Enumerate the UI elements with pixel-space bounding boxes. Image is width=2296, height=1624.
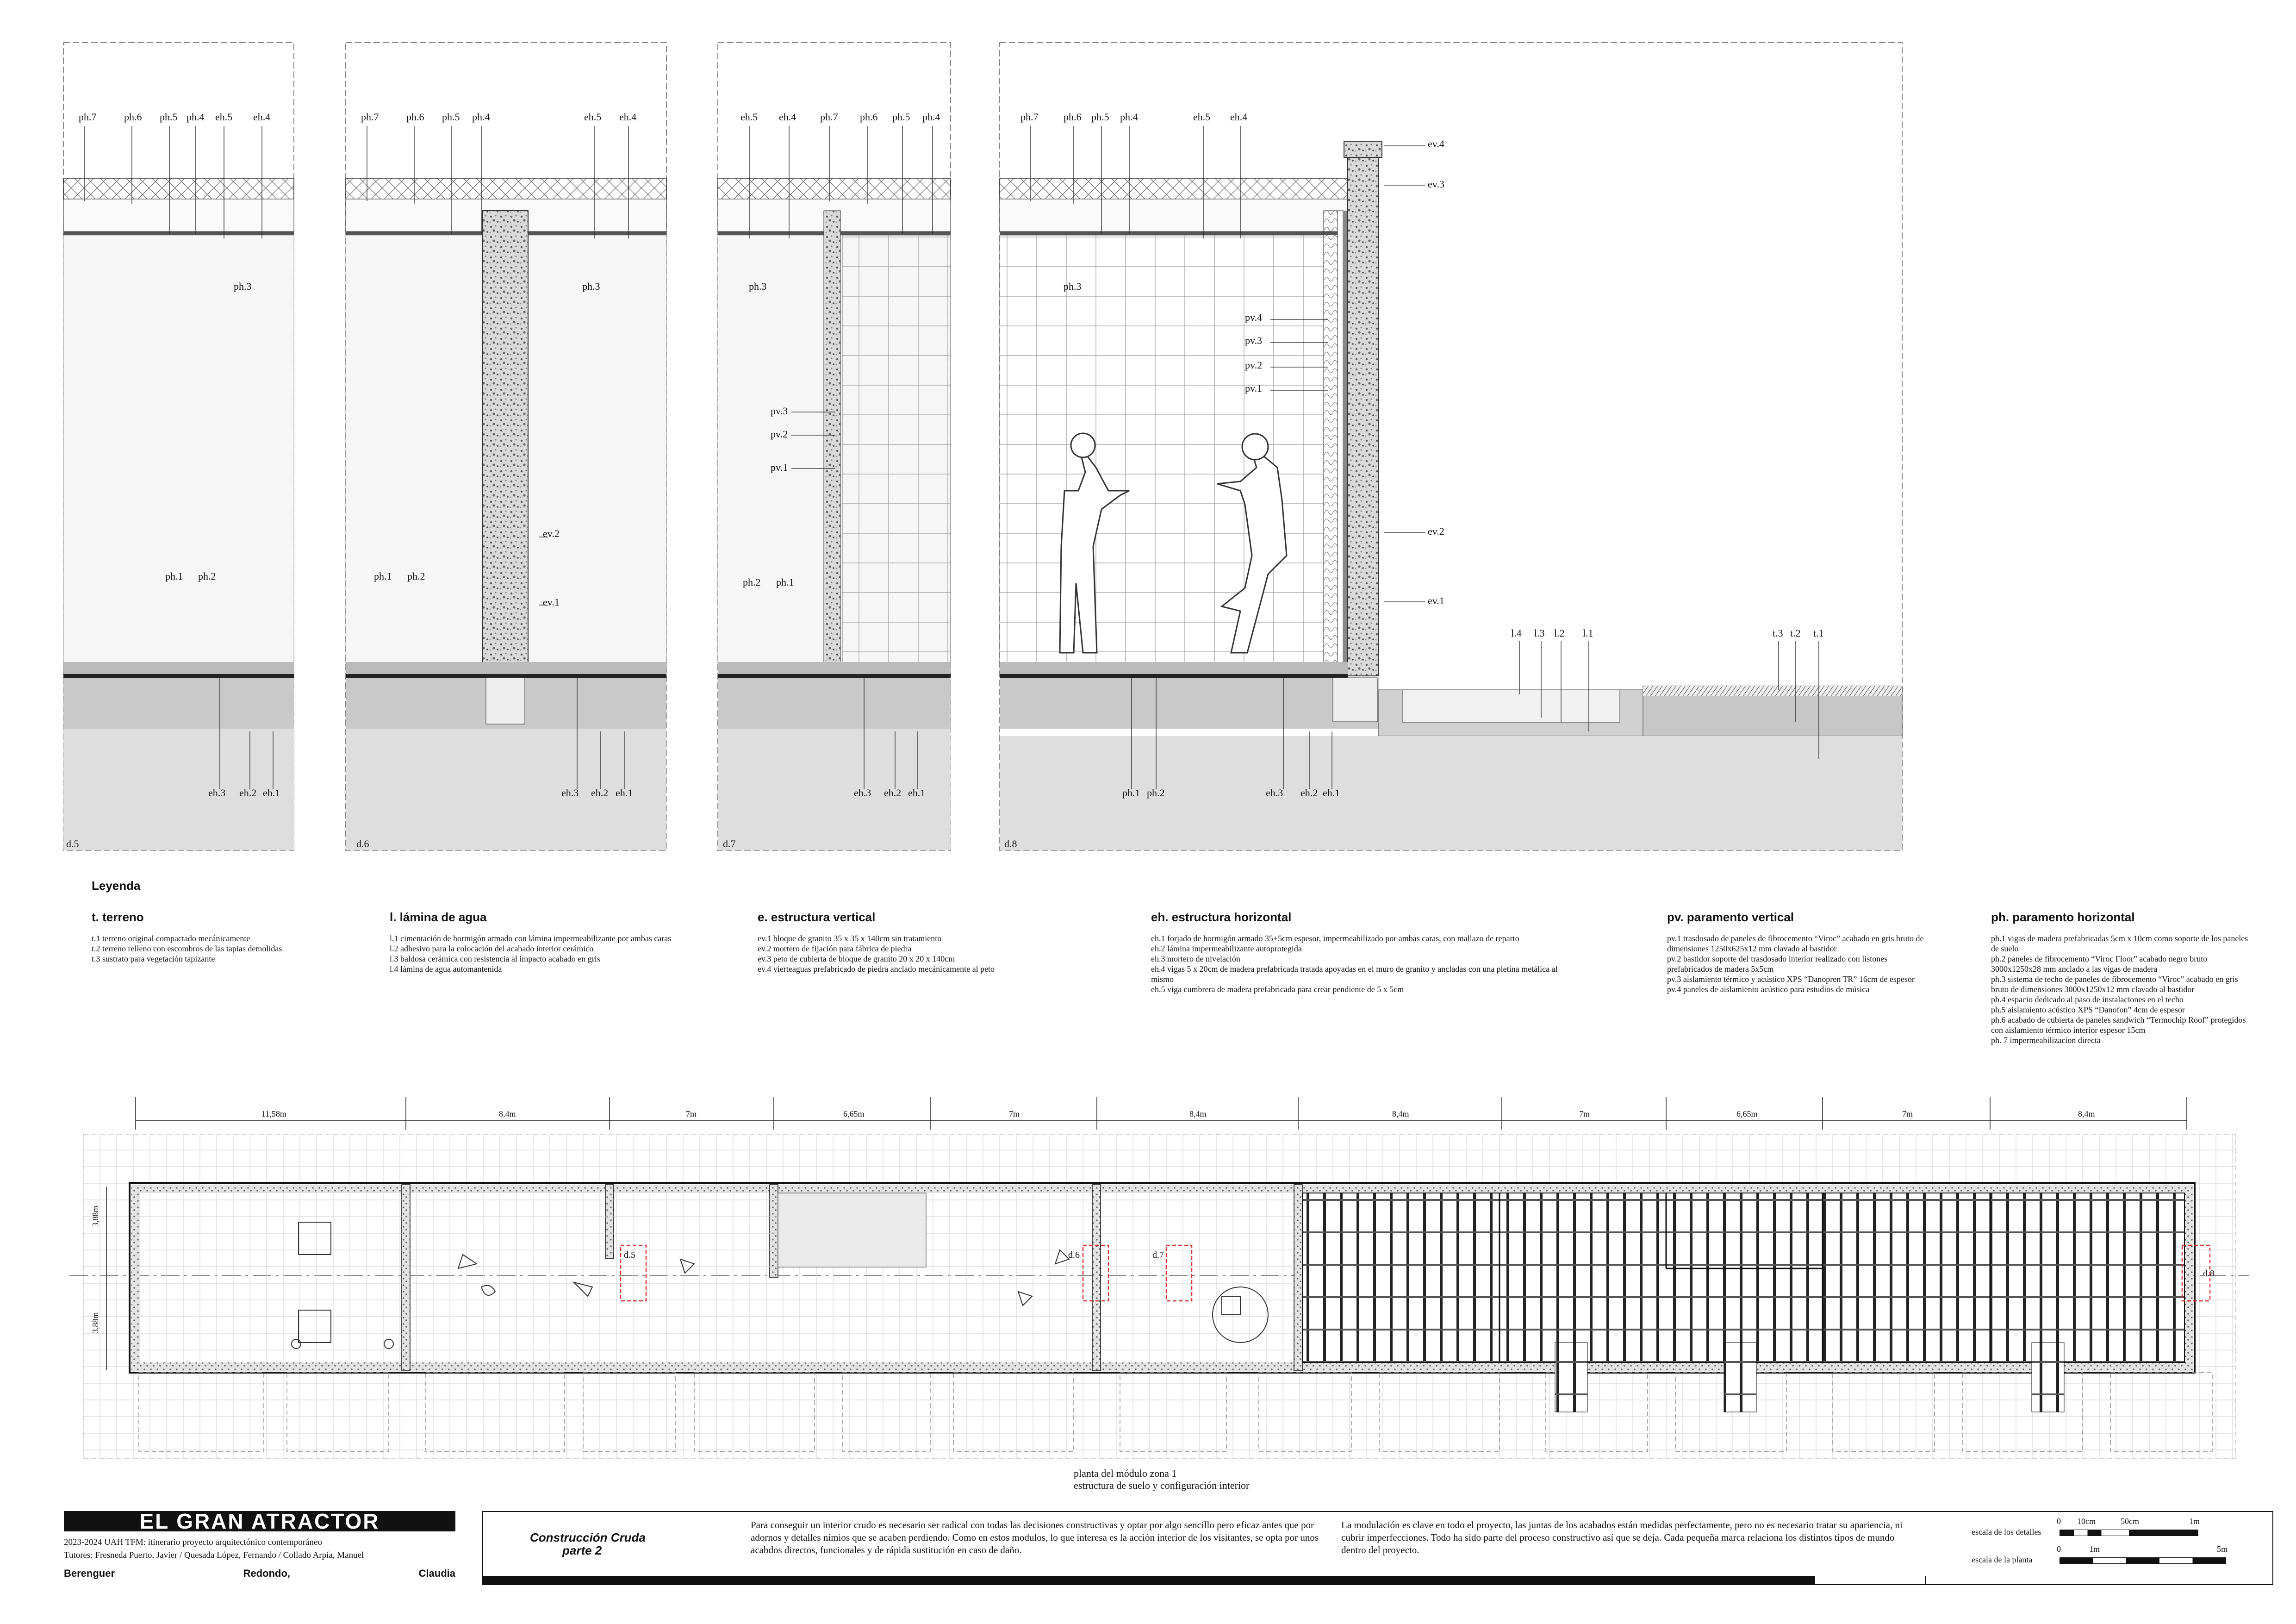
- dimension-label: 11,58m: [261, 1109, 286, 1118]
- annotation-label: eh.2: [591, 787, 609, 799]
- scale-bar-details: [2060, 1530, 2198, 1536]
- annotation-label: ph.5: [160, 111, 178, 123]
- info-box-bottom-bar: [482, 1576, 1815, 1585]
- legend-item: pv.4 paneles de aislamiento acústico para estudios de música: [1667, 985, 1870, 994]
- annotation-label: eh.3: [854, 787, 871, 799]
- description-paragraph-1: Para conseguir un interior crudo es necesario ser radical con todas las decisiones constructivas y optar por algo sencillo pero eficaz antes que por adornos y detalles nimios que se acaben perdiendo. Como en estos modulos, lo que interesa es la acción interior de los visitantes, se opta por unos acabdos directos, funcionales y de rápida sustitución en caso de daño.: [751, 1519, 1319, 1555]
- annotation-label: eh.2: [1300, 787, 1318, 799]
- annotation-label: ev.2: [543, 528, 560, 539]
- section-marker-label[interactable]: d.5: [624, 1250, 635, 1260]
- dimension-label: 6,65m: [843, 1109, 865, 1118]
- annotation-label: l.4: [1511, 627, 1522, 639]
- scale-tick-label: 50cm: [2121, 1517, 2139, 1526]
- dimension-label: 8,4m: [1392, 1109, 1409, 1118]
- author-name: [64, 1568, 455, 1580]
- legend-item: eh.5 viga cumbrera de madera prefabricada para crear pendiente de 5 x 5cm: [1151, 985, 1404, 994]
- annotation-label: eh.1: [908, 787, 926, 799]
- legend-group-heading: l. lámina de agua: [390, 910, 487, 924]
- annotation-label: ph.4: [922, 111, 940, 123]
- legend-item: ph. 7 impermeabilizacion directa: [1991, 1036, 2101, 1045]
- info-box-divider: [1814, 1576, 1815, 1585]
- annotation-label: ph.1: [776, 576, 794, 588]
- annotation-label: eh.2: [884, 787, 902, 799]
- info-box-divider: [1925, 1576, 1926, 1585]
- annotation-label: eh.4: [1230, 111, 1248, 123]
- legend-item: ev.4 vierteaguas prefabricado de piedra anclado mecánicamente al peto: [758, 964, 995, 974]
- annotation-label: eh.3: [1266, 787, 1283, 799]
- dimension-label: 3,88m: [91, 1206, 100, 1227]
- annotation-label: ph.3: [749, 281, 767, 292]
- dimension-label: 6,65m: [1736, 1109, 1758, 1118]
- section-id-label: d.7: [723, 838, 736, 849]
- annotation-label: ev.3: [1428, 178, 1444, 190]
- legend-item: l.1 cimentación de hormigón armado con lámina impermeabilizante por ambas caras: [390, 934, 672, 943]
- annotation-label: ph.5: [892, 111, 910, 123]
- annotation-label: eh.1: [1323, 787, 1340, 799]
- legend-item: ph.2 paneles de fibrocemento “Viroc Floor” acabado negro bruto 3000x1250x28 mm anclado a las vigas de madera: [1991, 954, 2208, 974]
- legend-group-heading: pv. paramento vertical: [1667, 910, 1794, 924]
- legend-item: t.1 terreno original compactado mecánicamente: [92, 934, 250, 943]
- annotation-label: ph.5: [1091, 111, 1109, 123]
- dimension-label: 8,4m: [1189, 1109, 1207, 1118]
- annotation-label: eh.5: [215, 111, 233, 123]
- scale-tick-label: 0: [2057, 1517, 2061, 1526]
- dimension-label: 7m: [1009, 1109, 1020, 1118]
- annotation-label: ph.7: [79, 111, 97, 123]
- annotation-label: eh.1: [263, 787, 280, 799]
- section-id-label: d.6: [356, 838, 369, 849]
- annotation-label: ph.1: [165, 570, 183, 582]
- section-marker-label[interactable]: d.6: [1068, 1250, 1080, 1260]
- annotation-label: ph.2: [198, 570, 216, 582]
- legend-item: eh.3 mortero de nivelación: [1151, 954, 1240, 963]
- legend-item: ph.1 vigas de madera prefabricadas 5cm x 10cm como soporte de los paneles de suelo: [1991, 934, 2248, 953]
- dimension-label: 7m: [1902, 1109, 1913, 1118]
- dimension-label: 3,88m: [91, 1312, 100, 1333]
- legend-item: t.2 terreno relleno con escombros de las tapias demolidas: [92, 944, 282, 953]
- annotation-label: pv.2: [1245, 359, 1263, 371]
- annotation-label: l.3: [1534, 627, 1545, 639]
- annotation-label: eh.4: [779, 111, 796, 123]
- floor-plan: [0, 1079, 2296, 1495]
- annotation-label: ph.7: [820, 111, 838, 123]
- plan-caption: planta del módulo zona 1: [1074, 1468, 1177, 1479]
- section-d7: [718, 43, 951, 850]
- legend-item: ph.5 aislamiento acústico XPS “Danofon” 4cm de espesor: [1991, 1005, 2185, 1014]
- annotation-label: t.1: [1813, 627, 1824, 639]
- annotation-label: pv.1: [771, 462, 788, 473]
- annotation-label: ph.3: [1064, 281, 1082, 292]
- legend-group-items: [1151, 933, 1558, 994]
- dimension-label: 8,4m: [499, 1109, 516, 1118]
- legend-item: ph.3 sistema de techo de paneles de fibrocemento “Viroc” acabado en gris bruto de dimensiones 3000x1250x12 mm clavado al bastidor: [1991, 974, 2238, 994]
- legend-item: eh.1 forjado de hormigón armado 35+5cm espesor, impermeabilizado por ambas caras, con mallazo de reparto: [1151, 934, 1519, 943]
- section-marker-label[interactable]: d.7: [1152, 1250, 1164, 1260]
- legend-item: pv.2 bastidor soporte del trasdosado interior realizado con listones prefabricados de madera 5x5cm: [1667, 954, 1888, 974]
- annotation-label: eh.4: [253, 111, 271, 123]
- plan-caption: estructura de suelo y configuración interior: [1074, 1480, 1250, 1491]
- scale-plan-label: escala de la planta: [1972, 1555, 2033, 1564]
- annotation-label: eh.4: [619, 111, 637, 123]
- annotation-label: l.2: [1554, 627, 1565, 639]
- course-line: 2023-2024 UAH TFM: itinerario proyecto arquitectónico contemporáneo: [64, 1537, 322, 1547]
- section-id-label: d.8: [1004, 838, 1017, 849]
- legend-item: ph.6 acabado de cubierta de paneles sandwich “Termochip Roof” protegidos con aislamiento térmico interior espesor 15cm: [1991, 1015, 2246, 1035]
- annotation-label: ph.4: [472, 111, 490, 123]
- annotation-label: ph.2: [743, 576, 761, 588]
- scale-tick-label: 5m: [2217, 1544, 2228, 1554]
- author-first-name: Claudia: [418, 1568, 455, 1579]
- section-d6: [346, 43, 666, 850]
- sheet-subtitle: parte 2: [562, 1543, 602, 1557]
- legend-item: ev.1 bloque de granito 35 x 35 x 140cm sin tratamiento: [758, 934, 942, 943]
- sheet-title: Construcción Cruda: [530, 1530, 646, 1544]
- scale-details-label: escala de los detalles: [1972, 1527, 2041, 1537]
- legend-item: eh.4 vigas 5 x 20cm de madera prefabricada tratada apoyadas en el muro de granito y ancladas con una pletina metálica al mismo: [1151, 964, 1558, 984]
- legend-item: l.4 lámina de agua automantenida: [390, 964, 502, 974]
- legend-group-items: [390, 933, 677, 974]
- annotation-label: eh.5: [740, 111, 758, 123]
- annotation-label: ph.7: [1020, 111, 1039, 123]
- annotation-label: ph.6: [860, 111, 878, 123]
- annotation-label: pv.3: [1245, 335, 1263, 346]
- scale-tick-label: 1m: [2189, 1517, 2200, 1526]
- annotation-label: ph.1: [1122, 787, 1140, 799]
- annotation-label: pv.1: [1245, 382, 1263, 394]
- annotation-label: ev.1: [1428, 595, 1444, 606]
- legend-group-heading: eh. estructura horizontal: [1151, 910, 1292, 924]
- scale-bar-plan: [2060, 1557, 2226, 1564]
- annotation-label: eh.1: [616, 787, 633, 799]
- legend-item: ph.4 espacio dedicado al paso de instalaciones en el techo: [1991, 995, 2184, 1004]
- annotation-label: pv.4: [1245, 312, 1263, 323]
- scale-tick-label: 10cm: [2077, 1517, 2096, 1526]
- legend-title: Leyenda: [92, 879, 141, 893]
- scale-tick-label: 0: [2057, 1544, 2061, 1554]
- dimension-label: 7m: [1579, 1109, 1590, 1118]
- legend-item: ev.3 peto de cubierta de bloque de granito 20 x 20 x 140cm: [758, 954, 955, 963]
- annotation-label: ev.2: [1428, 525, 1444, 537]
- author-surname-2: Redondo,: [243, 1568, 290, 1579]
- annotation-label: ev.1: [543, 596, 560, 608]
- section-d5: [63, 43, 294, 850]
- tutors-line: Tutores: Fresneda Puerto, Javier / Quesada López, Fernando / Collado Arpía, Manuel: [64, 1550, 364, 1560]
- annotation-label: t.2: [1790, 627, 1801, 639]
- section-d8: [1000, 43, 1902, 850]
- section-id-label: d.5: [66, 838, 79, 849]
- annotation-label: eh.5: [1193, 111, 1211, 123]
- legend-item: l.3 baldosa cerámica con resistencia al impacto acabado en gris: [390, 954, 600, 963]
- legend-group-items: [92, 933, 351, 964]
- legend-item: eh.2 lámina impermeabilizante autoprotegida: [1151, 944, 1302, 953]
- annotation-label: t.3: [1773, 627, 1783, 639]
- annotation-label: ph.4: [187, 111, 205, 123]
- annotation-label: ph.6: [124, 111, 142, 123]
- legend-item: l.2 adhesivo para la colocación del acabado interior cerámico: [390, 944, 594, 953]
- legend-group-items: [1667, 933, 1926, 994]
- project-title: EL GRAN ATRACTOR: [64, 1511, 455, 1531]
- author-surname-1: Berenguer: [64, 1568, 115, 1579]
- legend-group-items: [1991, 933, 2250, 1045]
- annotation-label: ph.6: [1064, 111, 1082, 123]
- annotation-label: ph.3: [582, 281, 600, 292]
- annotation-label: eh.3: [208, 787, 226, 799]
- annotation-label: ph.2: [1147, 787, 1165, 799]
- legend-group-heading: e. estructura vertical: [758, 910, 876, 924]
- legend-group-heading: t. terreno: [92, 910, 144, 924]
- annotation-label: pv.3: [771, 405, 788, 417]
- description-paragraph-2: La modulación es clave en todo el proyecto, las juntas de los acabados están medidas perfectamente, pero no es necesario tratar su apariencia, ni cubrir imperfecciones. Todo ha sido parte del proceso constructivo así que se deja. Cada pequeña marca relaciona los distintos tipos de mundo dentro del proyecto.: [1341, 1519, 1903, 1555]
- dimension-label: 8,4m: [2078, 1109, 2095, 1118]
- annotation-label: eh.5: [584, 111, 602, 123]
- section-marker-label[interactable]: d.8: [2203, 1268, 2215, 1279]
- annotation-label: ev.4: [1428, 138, 1444, 150]
- annotation-label: ph.5: [442, 111, 460, 123]
- legend-item: pv.1 trasdosado de paneles de fibrocemento “Viroc” acabado en gris bruto de dimensiones 1250x625x12 mm clavado al bastidor: [1667, 934, 1924, 953]
- annotation-label: ph.4: [1120, 111, 1138, 123]
- legend-item: ev.2 mortero de fijación para fábrica de piedra: [758, 944, 912, 953]
- legend-item: pv.3 aislamiento térmico y acústico XPS “Danopren TR” 16cm de espesor: [1667, 974, 1915, 984]
- annotation-label: ph.1: [374, 570, 392, 582]
- annotation-label: ph.7: [361, 111, 379, 123]
- annotation-label: ph.2: [407, 570, 425, 582]
- legend-item: t.3 sustrato para vegetación tapizante: [92, 954, 215, 963]
- annotation-label: ph.6: [406, 111, 424, 123]
- annotation-label: ph.3: [234, 281, 252, 292]
- scale-tick-label: 1m: [2089, 1544, 2100, 1554]
- annotation-label: eh.3: [561, 787, 579, 799]
- annotation-label: l.1: [1583, 627, 1593, 639]
- annotation-label: eh.2: [239, 787, 257, 799]
- dimension-label: 7m: [686, 1109, 697, 1118]
- legend-group-heading: ph. paramento horizontal: [1991, 910, 2135, 924]
- annotation-label: pv.2: [771, 428, 788, 440]
- legend-group-items: [758, 933, 1091, 974]
